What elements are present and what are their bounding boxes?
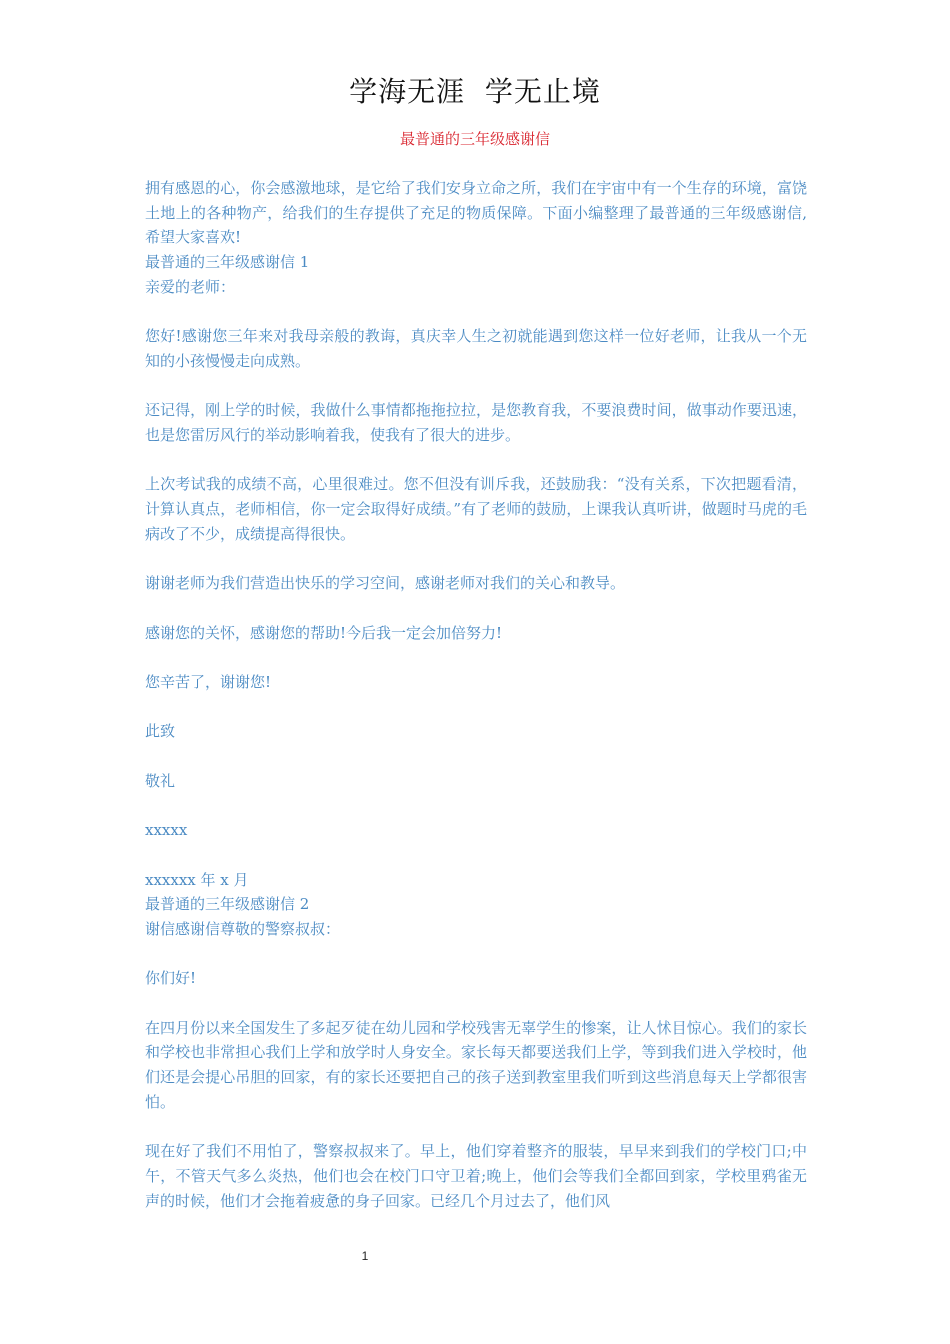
section-heading-2: 最普通的三年级感谢信 2 bbox=[145, 895, 310, 914]
date-line: xxxxxx 年 x 月 bbox=[145, 870, 249, 889]
paragraph: 上次考试我的成绩不高，心里很难过。您不但没有训斥我，还鼓励我：“没有关系，下次把题看清，计算认真点，老师相信，你一定会取得好成绩。”有了老师的鼓励，上课我认真听讲，做题时马虎的毛病改了不少，成绩提高得很快。 bbox=[145, 475, 807, 543]
salutation-1: 亲爱的老师： bbox=[145, 277, 236, 296]
page-number: 1 bbox=[361, 1249, 369, 1263]
paragraph: 现在好了我们不用怕了，警察叔叔来了。早上，他们穿着整齐的服装，早早来到我们的学校门口;中午，不管天气多么炎热，他们也会在校门口守卫着;晚上，他们会等我们全都回到家，学校里鸦雀无声的时候，他们才会拖着疲惫的身子回家。已经几个月过去了，他们风 bbox=[145, 1142, 807, 1210]
document-body bbox=[145, 176, 807, 1213]
paragraph: 还记得，刚上学的时候，我做什么事情都拖拖拉拉，是您教育我，不要浪费时间，做事动作要迅速，也是您雷厉风行的举动影响着我，使我有了很大的进步。 bbox=[145, 401, 807, 444]
paragraph: 在四月份以来全国发生了多起歹徒在幼儿园和学校残害无辜学生的惨案，让人怵目惊心。我们的家长和学校也非常担心我们上学和放学时人身安全。家长每天都要送我们上学，等到我们进入学校时，他们还是会提心吊胆的回家，有的家长还要把自己的孩子送到教室里我们听到这些消息每天上学都很害怕。 bbox=[145, 1018, 807, 1111]
closing-salute: 敬礼 bbox=[145, 771, 176, 790]
paragraph: 感谢您的关怀，感谢您的帮助!今后我一定会加倍努力! bbox=[145, 623, 503, 642]
section-heading-1: 最普通的三年级感谢信 1 bbox=[145, 253, 310, 272]
salutation-2: 谢信感谢信尊敬的警察叔叔： bbox=[145, 919, 341, 938]
paragraph: 您好!感谢您三年来对我母亲般的教诲，真庆幸人生之初就能遇到您这样一位好老师，让我从一个无知的小孩慢慢走向成熟。 bbox=[145, 327, 807, 370]
closing-line: 此致 bbox=[145, 722, 176, 741]
greeting: 你们好! bbox=[145, 969, 197, 988]
paragraph: 您辛苦了，谢谢您! bbox=[145, 672, 272, 691]
document-title: 最普通的三年级感谢信 bbox=[399, 130, 550, 148]
page-header-title: 学海无涯 学无止境 bbox=[349, 75, 601, 108]
paragraph-intro: 拥有感恩的心，你会感激地球，是它给了我们安身立命之所，我们在宇宙中有一个生存的环境，富饶土地上的各种物产，给我们的生存提供了充足的物质保障。下面小编整理了最普通的三年级感谢信,希望大家喜欢! bbox=[145, 179, 807, 247]
signature: xxxxx bbox=[145, 821, 188, 840]
paragraph: 谢谢老师为我们营造出快乐的学习空间，感谢老师对我们的关心和教导。 bbox=[145, 574, 626, 593]
